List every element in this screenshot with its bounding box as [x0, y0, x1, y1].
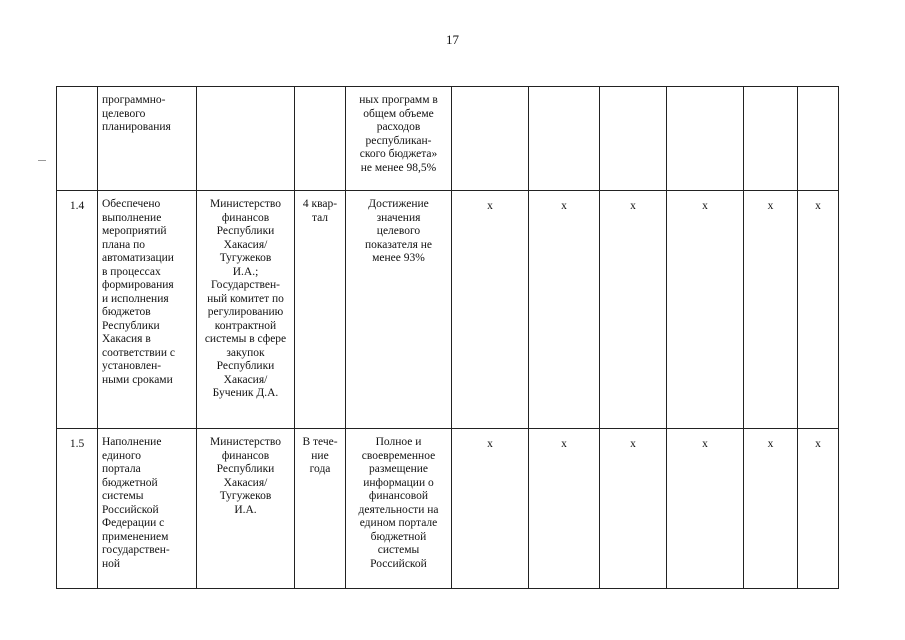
- result-cell-line: ных программ в: [359, 94, 438, 106]
- result-cell-line: едином портале: [359, 517, 438, 529]
- executor-cell-line: Государствен-: [211, 279, 280, 291]
- mark-cell: х: [452, 191, 529, 429]
- term-cell-line: 4 квар-: [302, 198, 338, 210]
- executor-cell-line: контрактной: [214, 319, 277, 332]
- result-cell: [346, 429, 452, 589]
- executor-cell-line: Хакасия/: [223, 238, 268, 251]
- measure-name-cell-line: в процессах: [102, 265, 161, 278]
- measure-name-cell-line: Наполнение: [102, 436, 162, 448]
- executor-cell-line: системы в сфере: [204, 333, 287, 345]
- result-cell-line: целевого: [376, 225, 421, 237]
- table-row: [57, 429, 839, 589]
- result-cell-line: Полное и: [375, 436, 422, 448]
- mark-cell: х: [667, 191, 744, 429]
- table-row: [57, 87, 839, 191]
- mark-cell: х: [744, 191, 798, 429]
- executor-cell-line: Министерство: [210, 436, 281, 448]
- executor-cell-line: Хакасия/: [223, 476, 268, 489]
- executor-cell-line: Республики: [216, 360, 275, 372]
- executor-cell-line: И.А.: [234, 503, 257, 516]
- result-cell-line: значения: [376, 211, 421, 224]
- executor-cell-line: финансов: [221, 449, 270, 462]
- scan-edge-mark: [38, 160, 46, 161]
- executor-cell: [197, 87, 295, 191]
- executor-cell-line: закупок: [226, 346, 265, 359]
- term-cell-line: тал: [311, 211, 329, 224]
- result-cell-line: системы: [377, 544, 420, 556]
- mark-cell: х: [798, 429, 839, 589]
- result-cell-line: ского бюджета»: [359, 148, 438, 160]
- executor-cell-line: Бученик Д.А.: [212, 387, 279, 399]
- measure-name-cell-line: плана по: [102, 238, 146, 251]
- mark-cell: х: [452, 429, 529, 589]
- executor-cell-line: Хакасия/: [223, 373, 268, 386]
- executor-cell-line: Республики: [216, 463, 275, 475]
- result-cell-line: показателя не: [364, 238, 433, 251]
- measure-name-cell-line: Российской: [102, 503, 159, 516]
- mark-cell: [529, 87, 600, 191]
- measure-name-cell-line: и исполнения: [102, 292, 169, 305]
- measure-name-cell-line: бюджетов: [102, 306, 151, 318]
- result-cell-line: деятельности на: [358, 503, 439, 516]
- executor-cell-line: Тугужеков: [219, 490, 272, 502]
- measure-name-cell-line: ными сроками: [102, 373, 173, 386]
- measure-name-cell-line: формирования: [102, 279, 174, 291]
- result-cell-line: не менее 98,5%: [360, 161, 437, 174]
- measure-name-cell-line: единого: [102, 449, 142, 462]
- executor-cell-line: Министерство: [210, 198, 281, 210]
- mark-cell: х: [798, 191, 839, 429]
- executor-cell: [197, 429, 295, 589]
- executor-cell-line: Тугужеков: [219, 252, 272, 264]
- measure-name-cell-line: бюджетной: [102, 476, 158, 489]
- executor-cell-line: ный комитет по: [207, 292, 284, 305]
- result-cell-line: расходов: [376, 121, 421, 133]
- row-number-cell: [57, 87, 98, 191]
- measure-name-cell-line: программно-: [102, 94, 166, 106]
- measure-name-cell: [98, 191, 197, 429]
- mark-cell: х: [600, 429, 667, 589]
- executor-cell-line: Республики: [216, 225, 275, 237]
- executor-cell-line: регулированию: [207, 306, 284, 318]
- result-cell-line: информации о: [363, 476, 434, 489]
- result-cell-line: финансовой: [368, 490, 429, 502]
- term-cell: [295, 87, 346, 191]
- result-cell: [346, 191, 452, 429]
- executor-cell-line: финансов: [221, 211, 270, 224]
- result-cell-line: Российской: [370, 557, 427, 570]
- mark-cell: [667, 87, 744, 191]
- table-row: [57, 191, 839, 429]
- measure-name-cell-line: выполнение: [102, 211, 162, 224]
- executor-cell: [197, 191, 295, 429]
- measure-name-cell-line: автоматизации: [102, 252, 174, 264]
- term-cell: [295, 429, 346, 589]
- mark-cell: [452, 87, 529, 191]
- row-number-cell: 1.5: [57, 429, 98, 589]
- measure-name-cell-line: установлен-: [102, 360, 162, 372]
- measure-name-cell-line: портала: [102, 463, 141, 475]
- result-cell-line: общем объеме: [363, 107, 434, 120]
- measure-name-cell-line: планирования: [102, 121, 171, 133]
- measure-name-cell-line: Федерации с: [102, 517, 165, 529]
- mark-cell: [600, 87, 667, 191]
- mark-cell: х: [529, 191, 600, 429]
- term-cell: [295, 191, 346, 429]
- mark-cell: [744, 87, 798, 191]
- mark-cell: х: [744, 429, 798, 589]
- measure-name-cell: [98, 87, 197, 191]
- mark-cell: х: [600, 191, 667, 429]
- measure-name-cell-line: целевого: [102, 107, 146, 120]
- term-cell-line: ние: [311, 449, 329, 462]
- term-cell-line: года: [309, 463, 331, 475]
- result-cell-line: бюджетной: [370, 530, 427, 543]
- row-number-cell: 1.4: [57, 191, 98, 429]
- measure-name-cell-line: применением: [102, 530, 169, 543]
- measure-name-cell-line: Хакасия в: [102, 333, 151, 345]
- table-body: [57, 87, 839, 589]
- measure-name-cell-line: ной: [102, 557, 121, 570]
- measures-table: [56, 86, 839, 589]
- measure-name-cell-line: Республики: [102, 319, 160, 332]
- result-cell-line: своевременное: [361, 449, 436, 462]
- result-cell-line: республикан-: [365, 134, 432, 147]
- measure-name-cell-line: мероприятий: [102, 225, 167, 237]
- term-cell-line: В тече-: [302, 436, 338, 448]
- result-cell: [346, 87, 452, 191]
- measure-name-cell-line: государствен-: [102, 544, 170, 556]
- result-cell-line: размещение: [369, 463, 428, 475]
- measure-name-cell-line: системы: [102, 490, 144, 502]
- measure-name-cell-line: соответствии с: [102, 346, 175, 359]
- mark-cell: х: [667, 429, 744, 589]
- measure-name-cell: [98, 429, 197, 589]
- result-cell-line: Достижение: [368, 198, 429, 210]
- measure-name-cell-line: Обеспечено: [102, 198, 161, 210]
- mark-cell: х: [529, 429, 600, 589]
- result-cell-line: менее 93%: [372, 252, 425, 264]
- page-number: 17: [446, 32, 459, 47]
- executor-cell-line: И.А.;: [232, 265, 259, 278]
- mark-cell: [798, 87, 839, 191]
